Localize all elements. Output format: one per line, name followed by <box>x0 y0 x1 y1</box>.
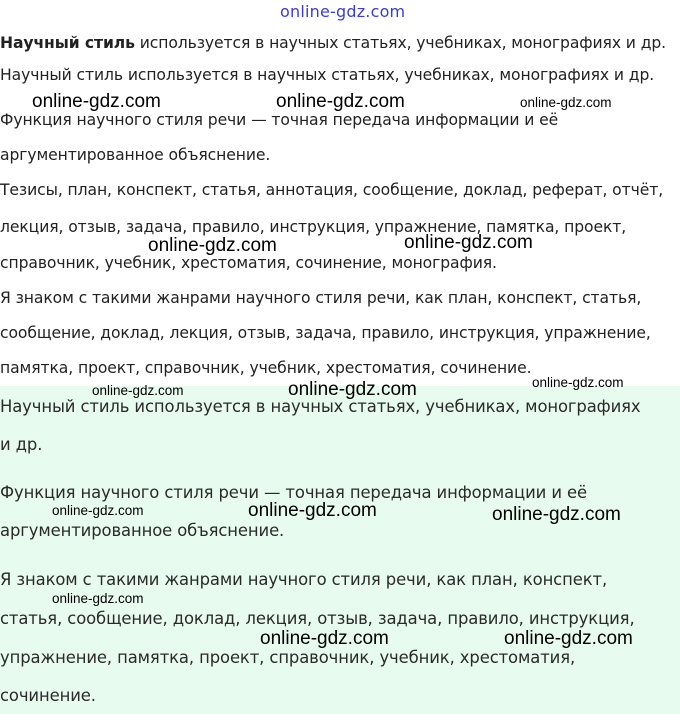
text-line-bold-intro <box>0 34 666 52</box>
answer-line: статья, сообщение, доклад, лекция, отзыв, задача, правило, инструкция, <box>0 609 635 628</box>
text-line: Тезисы, план, конспект, статья, аннотация, сообщение, доклад, реферат, отчёт, <box>0 181 664 199</box>
watermark: online-gdz.com <box>92 383 184 398</box>
watermark: online-gdz.com <box>248 500 377 521</box>
answer-line: Я знаком с такими жанрами научного стиля речи, как план, конспект, <box>0 570 608 589</box>
text-line: памятка, проект, справочник, учебник, хрестоматия, сочинение. <box>0 359 532 377</box>
watermark: online-gdz.com <box>52 591 144 606</box>
answer-line: и др. <box>0 435 43 454</box>
text-line: аргументированное объяснение. <box>0 146 271 164</box>
answer-line: сочинение. <box>0 686 96 705</box>
intro-rest: используется в научных статьях, учебниках, монографиях и др. <box>134 34 667 52</box>
bold-term: Научный стиль <box>0 34 135 52</box>
text-line: Функция научного стиля речи — точная передача информации и её <box>0 111 559 129</box>
watermark: online-gdz.com <box>288 379 417 400</box>
answer-line: Научный стиль используется в научных статьях, учебниках, монографиях <box>0 397 641 416</box>
watermark: online-gdz.com <box>492 504 621 525</box>
watermark: online-gdz.com <box>148 235 277 256</box>
watermark: online-gdz.com <box>32 91 161 112</box>
watermark: online-gdz.com <box>404 232 533 253</box>
text-line: Я знаком с такими жанрами научного стиля речи, как план, конспект, статья, <box>0 289 642 307</box>
answer-line: Функция научного стиля речи — точная передача информации и её <box>0 483 587 502</box>
text-line: справочник, учебник, хрестоматия, сочинение, монография. <box>0 254 497 272</box>
watermark: online-gdz.com <box>52 503 144 518</box>
watermark: online-gdz.com <box>276 91 405 112</box>
watermark: online-gdz.com <box>260 628 389 649</box>
watermark-top: online-gdz.com <box>280 2 406 21</box>
answer-line: аргументированное объяснение. <box>0 521 285 540</box>
answer-line: упражнение, памятка, проект, справочник, учебник, хрестоматия, <box>0 648 576 667</box>
text-line: сообщение, доклад, лекция, отзыв, задача, правило, инструкция, упражнение, <box>0 324 651 342</box>
text-line: Научный стиль используется в научных статьях, учебниках, монографиях и др. <box>0 66 655 84</box>
text-line: лекция, отзыв, задача, правило, инструкция, упражнение, памятка, проект, <box>0 218 627 236</box>
watermark: online-gdz.com <box>504 628 633 649</box>
watermark: online-gdz.com <box>532 375 624 390</box>
watermark: online-gdz.com <box>520 95 612 110</box>
